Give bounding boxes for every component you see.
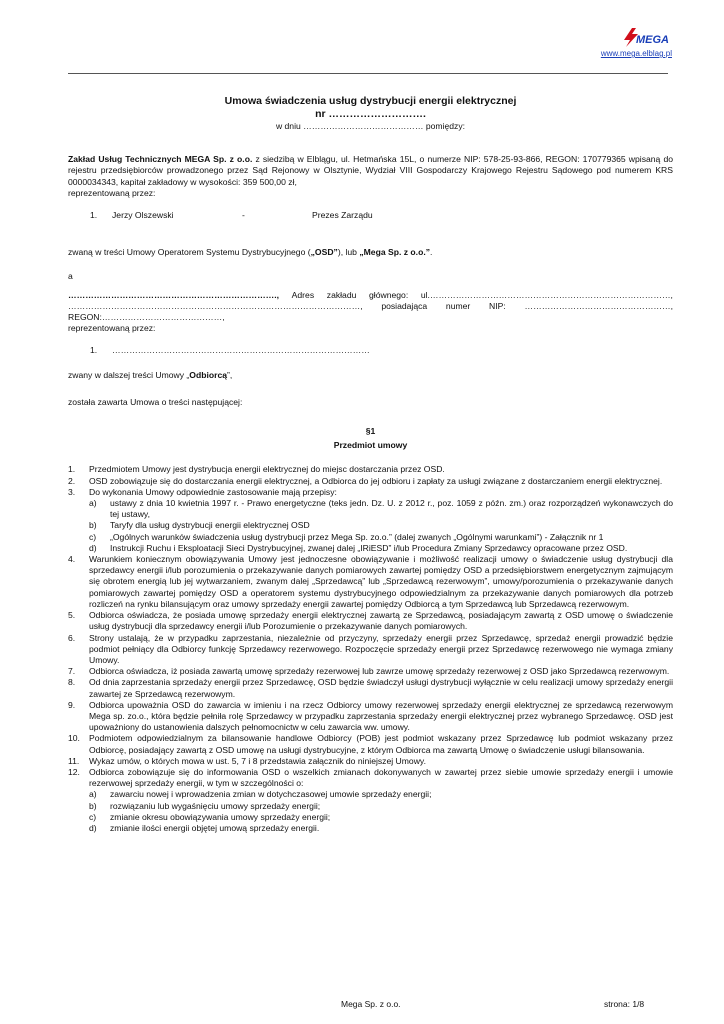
document-title: Umowa świadczenia usług dystrybucji energii elektrycznej	[224, 95, 517, 107]
osd-definition: zwaną w treści Umowy Operatorem Systemu Dystrybucyjnego („OSD”), lub „Mega Sp. z o.o.”.	[68, 247, 433, 258]
party2-line-1: ………………………………………………………………., Adres zakładu głównego: ul.…………………………………………………………………………,	[68, 289, 673, 300]
list-item: 4. Warunkiem koniecznym obowiązywania Umowy jest jednoczesne obowiązywanie i możliwość realizacji umowy o świadczenie usług dystrybucji dla sprzedawcy energii i/lub porozumienia o przekazywanie danych pomiarowych zawartej pomiędzy OSD a przedsiębiorstwem energetycznym zajmującym się obrotem energią lub jej wytwarzaniem, zwanym dalej „Sprzedawcą” lub „Sprzedawcą rezerwowym”, umowy/porozumienia o przekazywanie danych pomiarowych zawartej pomiędzy OSD a operatorem systemu dystrybucyjnego odpowiedzialnym za przekazywanie danych pomiarowych dla potrzeb rozliczeń na rynku bilansującym oraz umowy sprzedaży energii zawartej pomiędzy Odbiorcą a tym Sprzedawcą lub Sprzedawcą rezerwowym.	[68, 554, 673, 609]
contract-number: nr ……………………….	[315, 108, 426, 120]
list-item: c) zmianie okresu obowiązywania umowy sprzedaży energii;	[89, 811, 331, 822]
list-item: 5. Odbiorca oświadcza, że posiada umowę sprzedaży energii elektrycznej zawartą ze Sprzedawcą, posiadającym zawartą z OSD umowę o świadczenie usług dystrybucji dla sprzedawcy energii i/lub Porozumienie o przekazywanie danych pomiarowych.	[68, 610, 673, 632]
sub-list	[89, 498, 673, 554]
representative-2: 1. ………………………………………………………………………………	[90, 345, 370, 356]
list-item: 9. Odbiorca upoważnia OSD do zawarcia w imieniu i na rzecz Odbiorcy umowy rezerwowej sprzedaży energii elektrycznej ze sprzedawcą rezerwowym Mega sp. zo.o., która będzie pełniła rolę Sprzedawcy w przypadku zaprzestania sprzedaży energii elektrycznej przez wybranego Sprzedawcę. OSD jest upoważniony do ustanowienia dalszych pełnomocnictw w celu zawarcia ww. umowy.	[68, 699, 673, 733]
sub-list	[89, 789, 673, 834]
website-link[interactable]: www.mega.elblag.pl	[600, 49, 672, 58]
list-item: 7. Odbiorca oświadcza, iż posiada zawartą umowę sprzedaży rezerwowej lub zawrze umowę sprzedaży rezerwowej z OSD jako Sprzedawcą rezerwowym.	[68, 666, 670, 677]
odbiorca-definition: zwany w dalszej treści Umowy „Odbiorcą”,	[68, 369, 233, 380]
and-word: a	[68, 271, 73, 282]
party1-details: z siedzibą w Elblągu, ul. Hetmańska 15L, o numerze NIP: 578-25-93-866, REGON: 170779365 wpisaną do rejestru przedsiębiorców prowadzonego przez Sąd Rejonowy w Olsztynie, Wydział VIII Gospodarczy Krajowego Rejestru Sądowego pod numerem KRS 0000034343, kapitał zakładowy w wysokości: 359 500,00 zł,	[68, 154, 674, 187]
list-item: 8. Od dnia zaprzestania sprzedaży energii przez Sprzedawcę, OSD będzie świadczył usługi dystrybucji wyłącznie w celu realizacji umowy sprzedaży energii zawartej ze Sprzedawcą rezerwowym.	[68, 677, 673, 699]
list-item: 1. Przedmiotem Umowy jest dystrybucja energii elektrycznej do miejsc dostarczania przez OSD.	[68, 464, 445, 475]
representative-name: Jerzy Olszewski	[112, 210, 174, 221]
list-item: 11. Wykaz umów, o których mowa w ust. 5, 7 i 8 przedstawia załącznik do niniejszej Umowy.	[68, 755, 426, 766]
clauses-list	[68, 464, 673, 834]
party1-name: Zakład Usług Technicznych MEGA Sp. z o.o.	[68, 154, 253, 165]
party2-line-2: …………………………………………………………………………………………, posiadająca numer NIP: ……………………………………………, REGON:……………………………………,	[68, 300, 673, 323]
list-item: d) zmianie ilości energii objętej umową sprzedaży energii.	[89, 822, 320, 833]
representative-1: 1. Jerzy Olszewski - Prezes Zarządu	[90, 210, 373, 221]
header-divider	[68, 73, 668, 74]
logo-text: MEGA	[636, 34, 669, 46]
list-item: 10. Podmiotem odpowiedzialnym za bilansowanie handlowe Odbiorcy (POB) jest podmiot wskazany przez Sprzedawcę lub podmiot wskazany przez Odbiorcę, posiadający zawartą z OSD umowę na usługi dystrybucyjne, z którym Odbiorca ma zawartą Umowę o świadczenie usługi bilansowania.	[68, 733, 673, 755]
list-item: a) zawarciu nowej i wprowadzenia zmian w dotychczasowej umowie sprzedaży energii;	[89, 789, 432, 800]
list-item: 3. Do wykonania Umowy odpowiednie zastosowanie mają przepisy: a) ustawy z dnia 10 kwietnia 1997 r. - Prawo energetyczne (teks jedn. Dz. U. z 2012 r., poz. 1059 z późn. zm.) oraz rozporządzeń wykonawczych do tej ustawy, b) Taryfy dla usług dystrybucji energii elektrycznej OSD c) „Ogólnych warunków świadczenia usług dystrybucji przez Mega Sp. zo.o.” (dalej zwanych „Ogólnymi warunkami”) - Załącznik nr 1 d) Instrukcji Ruchu i Eksploatacji Sieci Dystrybucyjnej, zwanej dalej „IRiESD” i/lub Procedura Zmiany Sprzedawcy opracowane przez OSD.	[68, 486, 673, 553]
list-item: a) ustawy z dnia 10 kwietnia 1997 r. - Prawo energetyczne (teks jedn. Dz. U. z 2012 r., poz. 1059 z późn. zm.) oraz rozporządzeń wykonawczych do tej ustawy,	[89, 498, 673, 520]
represented-by-1: reprezentowaną przez:	[68, 187, 156, 198]
list-item: 2. OSD zobowiązuje się do dostarczania energii elektrycznej, a Odbiorca do jej odbioru i zapłaty za usługi związane z dostarczaniem energii elektrycznej.	[68, 475, 663, 486]
representative-role: Prezes Zarządu	[312, 210, 373, 221]
list-item: 12. Odbiorca zobowiązuje się do informowania OSD o wszelkich zmianach dokonywanych w zawartej przez siebie umowie sprzedaży energii i umowie rezerwowej sprzedaży energii, w tym w szczególności o: a) zawarciu nowej i wprowadzenia zmian w dotychczasowej umowie sprzedaży energii; b) rozwiązaniu lub wygaśnięciu umowy sprzedaży energii; c) zmianie okresu obowiązywania umowy sprzedaży energii; d) zmianie ilości energii objętej umową sprzedaży energii.	[68, 766, 673, 833]
contract-date: w dniu …………………………………… pomiędzy:	[275, 121, 466, 131]
list-item: d) Instrukcji Ruchu i Eksploatacji Sieci Dystrybucyjnej, zwanej dalej „IRiESD” i/lub Procedura Zmiany Sprzedawcy opracowane przez OSD.	[89, 542, 628, 553]
section-title: Przedmiot umowy	[333, 440, 408, 451]
list-item: c) „Ogólnych warunków świadczenia usług dystrybucji przez Mega Sp. zo.o.” (dalej zwanych „Ogólnymi warunkami”) - Załącznik nr 1	[89, 531, 604, 542]
represented-by-2: reprezentowaną przez:	[68, 323, 156, 334]
concluded-statement: została zawarta Umowa o treści następującej:	[68, 396, 243, 407]
party1-paragraph	[68, 154, 673, 188]
list-item: 6. Strony ustalają, że w przypadku zaprzestania, niezależnie od przyczyny, sprzedaży energii przez Sprzedawcę, sprzedaż energii prowadzić będzie podmiot pełniący dla Odbiorcy funkcję Sprzedawcy rezerwowego. Rozpoczęcie sprzedaży energii przez Sprzedawcę rezerwowego nie wymaga zmiany Umowy.	[68, 632, 673, 665]
footer-company: Mega Sp. z o.o.	[341, 999, 401, 1009]
list-item: b) Taryfy dla usług dystrybucji energii elektrycznej OSD	[89, 520, 310, 531]
list-item: b) rozwiązaniu lub wygaśnięciu umowy sprzedaży energii;	[89, 800, 321, 811]
footer-page-number: strona: 1/8	[604, 999, 645, 1009]
section-number: §1	[365, 426, 376, 437]
mega-logo	[612, 26, 672, 48]
document-body	[68, 95, 673, 834]
